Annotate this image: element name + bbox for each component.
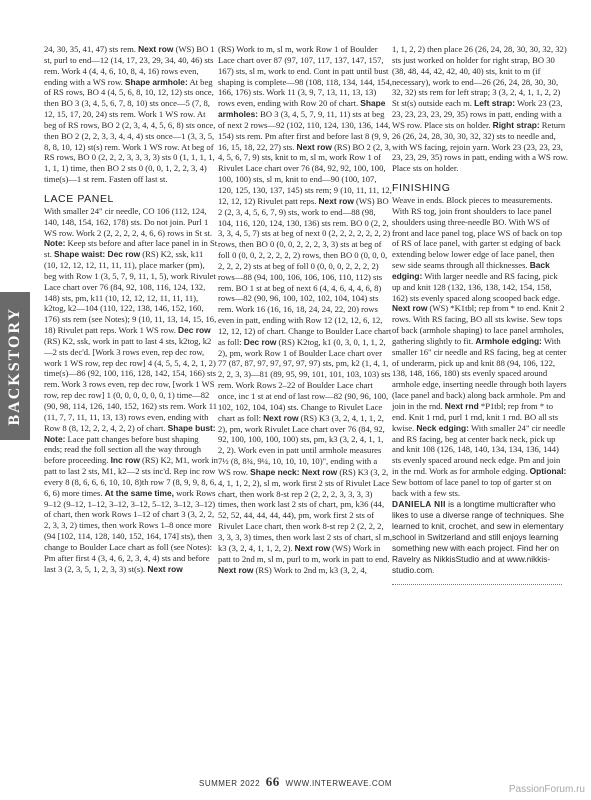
instruction-label: Neck edging: <box>416 422 469 433</box>
column-1 <box>44 44 218 575</box>
instruction-text: (RS) K3 (3, 2, 4, 1, 1, 2, 2), sl m, work first 2 sts of Rivulet Lace chart, then work 8-st rep 2 (2, 2, 2, 3, 3, 3, 3) times, then work last 2 sts of chart, pm, k36 (44, 52, 52, 44, 44, 44, 44), pm, work first 2 sts of Rivulet Lace chart, then work 8-st rep 2 (2, 2, 2, 3, 3, 3, 3) times, then work last 2 sts of chart, sl m, k3 (3, 2, 4, 1, 1, 2, 2). <box>218 466 393 553</box>
instruction-text: Lace patt changes before bust shaping ends; read the foll section all the way through before proceeding. <box>44 433 202 466</box>
instruction-label: Inc row <box>110 455 140 466</box>
instruction-label: Left strap: <box>474 98 516 109</box>
instruction-text: is a longtime multicrafter who likes to use a diverse range of techniques. She learned to knit, crochet, and sew in elementary school in Switzerland and still enjoys learning something new with each project. Find her on Ravelry as NikkisStudio and at www.nikkis-studio.com. <box>392 498 565 575</box>
instruction-text: With smaller 16" cir needle and RS facing, beg at center of underarm, pick up and knit 88 (94, 106, 122, 138, 148, 166, 180) sts evenly spaced around armhole edge, inserting needle through both layers (lace panel and back) along back armhole. Pm and join in the rnd. <box>392 335 567 411</box>
page-footer <box>0 774 591 790</box>
bio-divider <box>392 584 562 585</box>
instruction-label: Right strap: <box>492 119 540 130</box>
instruction-text: 1, 1, 2, 2) then place 26 (26, 24, 28, 30, 30, 32, 32) sts just worked on holder for right strap, BO 30 (38, 48, 44, 42, 42, 40, 40) sts, knit to m (if necessary), work to end—26 (26, 24, 28, 30, 30, 32, 32) sts rem for left strap; 3 (3, 2, 4, 1, 1, 2, 2) St st(s) outside each m. <box>392 44 567 109</box>
instruction-label: DANIELA NII <box>392 498 446 509</box>
col3-paragraph-2 <box>392 195 568 499</box>
instruction-text: (RS) Work to 2nd m, k3 (3, 2, 4, <box>253 564 367 575</box>
col1-paragraph-2 <box>44 206 218 575</box>
instruction-label: Shape armhole: <box>124 76 188 87</box>
instruction-text: (WS) BO 1 st, purl to end—12 (14, 17, 23, 29, 34, 40, 46) sts rem. Work 4 (4, 4, 6, 10, 8, 4, 16) rows even, ending with a WS row. <box>44 44 215 87</box>
instruction-label: Next rnd <box>444 401 479 411</box>
footer-issue: SUMMER 2022 <box>198 779 261 788</box>
instruction-label: Armhole edging: <box>475 335 542 346</box>
instruction-text: (RS) K2, ssk, work in patt to last 4 sts, k2tog, k2—2 sts dec'd. [Work 3 rows even, rep dec row, work 1 WS row, rep dec row] 4 (4, 5, 5, 4, 2, 1, 2) time(s)—86 (92, 100, 116, 128, 142, 154, 166) sts rem. Work 3 rows even, rep dec row, [work 1 WS row, rep dec row] 1 (0, 0, 0, 0, 0, 0, 1) time—82 (90, 98, 114, 126, 140, 152, 162) sts rem. Work 11 (11, 7, 7, 11, 11, 13, 13) rows even, ending with Row 8 (8, 12, 2, 2, 4, 2, 2) of chart. <box>44 335 218 433</box>
instruction-text: (WS) *K1tbl; rep from * to end. Knit 2 rows. With RS facing, BO all sts kwise. Sew tops of back (armhole shaping) to lace panel armholes, gathering slightly to fit. <box>392 303 565 346</box>
column-2 <box>218 44 392 575</box>
instruction-text: work Rows 9–12 (9–12, 1–12, 3–12, 3–12, 5–12, 3–12, 3–12) of chart, then work Rows 1–12 of chart 3 (3, 2, 2, 2, 3, 3, 2) times, then work Rows 1–8 once more (94 [102, 114, 128, 140, 152, 164, 174] sts), then change to Boulder Lace chart as foll (see Notes): Pm after first 4 (3, 4, 6, 2, 3, 4, 4) sts and before last 3 (2, 3, 5, 1, 2, 3, 3) st(s). <box>44 487 216 574</box>
instruction-text: BO 3 (3, 4, 5, 7, 9, 11, 11) sts at beg of next 2 rows—92 (102, 110, 124, 130, 136, 144, 154) sts rem. Pm after first and before last 8 (9, 9, 16, 15, 18, 22, 27) sts. <box>218 109 391 152</box>
instruction-label: Next row <box>147 563 183 574</box>
instruction-text: Sew bottom of lace panel to top of garter st on back with a few sts. <box>392 476 552 498</box>
instruction-label: Next row <box>263 412 299 423</box>
instruction-text: With smaller 24" cir needle, CO 106 (112, 124, 140, 148, 154, 162, 178) sts. Do not join. Purl 1 WS row. Work 2 (2, 2, 2, 2, 4, 6, 6) rows in St st. <box>44 205 213 238</box>
instruction-label: Shape waist: Dec row <box>54 249 141 260</box>
footer-site: WWW.INTERWEAVE.COM <box>285 779 393 788</box>
instruction-label: Back edging: <box>392 260 550 281</box>
instruction-text: (RS) Work to m, sl m, work Row 1 of Boulder Lace chart over 87 (97, 107, 117, 137, 147, 157, 167) sts, sl m, work to end. Cont in patt until bust shaping is complete—98 (108, 118, 134, 144, 154, 166, 176) sts. Work 11 (3, 9, 7, 13, 11, 13, 13) rows even, ending with Row 20 of chart. <box>218 44 392 109</box>
instruction-text: (RS) K3 (3, 2, 4, 1, 1, 2, 2), pm, work Rivulet Lace chart over 76 (84, 92, 92, 100, 100, 100, 100) sts, pm, k3 (3, 2, 4, 1, 1, 2, 2). Work even in patt until armhole measures 7½ (8, 8¾, 9¼, 10, 10, 10, 10)", ending with a WS row. <box>218 412 385 477</box>
instruction-label: Dec row <box>178 325 211 336</box>
instruction-label: Dec row <box>243 336 277 347</box>
instruction-text: *P1tbl; rep from * to end. Knit 1 rnd, purl 1 rnd, knit 1 rnd. BO all sts kwise. <box>392 401 559 433</box>
finishing-heading: FINISHING <box>392 182 451 195</box>
column-3 <box>392 44 568 585</box>
instruction-text: At beg of RS rows, BO 4 (4, 5, 6, 8, 10, 12, 12) sts once, then BO 3 (3, 4, 5, 6, 7, 8, 10) sts once—5 (7, 8, 12, 15, 17, 20, 24) sts rem. Work 1 WS row. At beg of RS rows, BO 2 (2, 3, 4, 4, 5, 6, 8) sts once, then BO 2 (2, 2, 3, 3, 4, 4, 4) sts once—1 (3, 3, 5, 8, 8, 10, 12) st(s) rem. Work 1 WS row. At beg of RS rows, BO 0 (2, 2, 2, 3, 3, 3, 3) sts 0 (1, 1, 1, 1, 1, 1, 1) time, then BO 2 sts 0 (0, 0, 1, 2, 2, 3, 4) time(s)—1 st rem. Fasten off last st. <box>44 76 216 185</box>
instruction-text: With smaller 24" cir needle and RS facing, beg at center back neck, pick up and knit 108 (126, 148, 140, 134, 134, 136, 144) sts evenly spaced around neck edge. Pm and join in the rnd. Work as for armhole edging. <box>392 422 566 477</box>
instruction-label: Next row <box>294 542 330 553</box>
instruction-text: (WS) BO 2 (2, 3, 4, 5, 6, 7, 9) sts, work to end—88 (98, 104, 116, 120, 124, 130, 136) sts rem. BO 0 (2, 2, 3, 3, 4, 5, 7) sts at beg of next 0 (2, 2, 2, 2, 2, 2, 2) rows, then BO 0 (0, 0, 2, 2, 2, 3, 3) sts at beg of foll 0 (0, 0, 2, 2, 2, 2, 2) rows, then BO 0 (0, 0, 0, 2, 2, 2, 2) sts at beg of foll 0 (0, 0, 0, 2, 2, 2, 2) rows—88 (94, 100, 106, 106, 106, 110, 112) sts rem. BO 1 st at beg of next 6 (4, 4, 6, 4, 4, 6, 8) rows—82 (90, 96, 100, 102, 102, 104, 104) sts rem. Work 16 (16, 16, 18, 24, 24, 22, 20) rows even in patt, ending with Row 12 (12, 12, 6, 12, 12, 12, 12) of chart. Change to Boulder Lace chart as foll: <box>218 195 392 347</box>
instruction-label: Shape armholes: <box>218 98 386 120</box>
instruction-label: Next row <box>392 303 428 314</box>
section-tab-label: BACKSTORY <box>6 306 23 426</box>
instruction-label: Optional: <box>529 466 567 477</box>
col2-paragraph-1 <box>218 44 392 575</box>
instruction-label: Shape neck: Next row <box>250 466 338 477</box>
instruction-label: Next row <box>218 564 254 575</box>
instruction-text: Weave in ends. Block pieces to measurements. With RS tog, join front shoulders to lace panel shoulders using three-needle BO. With WS of front and lace panel tog, place WS of back on top of RS of lace panel, with garter st edging of back extending below lower edge of lace panel, then sew side seams through all thicknesses. <box>392 194 562 271</box>
page-number: 66 <box>265 774 280 789</box>
instruction-label: Next row <box>318 195 354 206</box>
instruction-label: Next row <box>296 141 332 152</box>
instruction-label: At the same time, <box>104 487 174 498</box>
instruction-text: With larger needle and RS facing, pick up and knit 128 (132, 136, 138, 142, 154, 158, 162) sts evenly spaced along scooped back edge. <box>392 270 561 303</box>
instruction-text: (RS) K2tog, k1 (0, 3, 0, 1, 1, 2, 2), pm, work Row 1 of Boulder Lace chart over 77 (87, 87, 97, 97, 97, 97, 97) sts, pm, k2 (1, 4, 1, 2, 2, 3, 3)—81 (89, 95, 99, 101, 101, 103, 103) sts rem. Work Rows 2–22 of Boulder Lace chart once, inc 1 st at end of last row—82 (90, 96, 100, 102, 102, 104, 104) sts. Change to Rivulet Lace chart as foll: <box>218 336 391 423</box>
instruction-text: Return 26 (26, 24, 28, 30, 30, 32, 32) sts to needle and, with WS facing, rejoin yarn. Work 23 (23, 23, 23, 23, 23, 29, 35) rows in patt, ending with a WS row. Place sts on holder. <box>392 119 568 174</box>
instruction-text: (WS) Work in patt to 2nd m, sl m, purl to m, work in patt to end. <box>218 542 390 564</box>
col1-paragraph-1 <box>44 44 218 185</box>
instruction-text: 24, 30, 35, 41, 47) sts rem. <box>44 44 139 54</box>
instruction-text: (RS) K2, ssk, k11 (10, 12, 12, 12, 11, 11, 11), place marker (pm), beg with Row 1 (3, 5, 7, 9, 11, 1, 5), work Rivulet Lace chart over 76 (84, 92, 108, 116, 124, 132, 148) sts, pm, k11 (10, 12, 12, 12, 11, 11, 11), k2tog, k2—104 (110, 122, 138, 146, 152, 160, 176) sts rem (see Notes); 9 (10, 11, 13, 14, 15, 16, 18) Rivulet patt reps. Work 1 WS row. <box>44 249 217 336</box>
instruction-text: Keep sts before and after lace panel in in St st. <box>44 238 218 260</box>
col3-paragraph-1 <box>392 44 568 174</box>
instruction-text: (RS) BO 2 (2, 3, 4, 5, 6, 7, 9) sts, knit to m, sl m, work Row 1 of Rivulet Lace chart over 76 (84, 92, 92, 100, 100, 100, 100) sts, sl m, knit to end—90 (100, 107, 120, 125, 130, 137, 145) sts rem; 9 (10, 11, 11, 12, 12, 12, 12) Rivulet patt reps. <box>218 141 392 206</box>
instruction-text: Work 23 (23, 23, 23, 23, 23, 29, 35) rows in patt, ending with a WS row. Place sts on holder. <box>392 98 563 130</box>
instruction-label: Note: <box>44 238 66 249</box>
watermark: PassionForum.ru <box>508 784 585 795</box>
instruction-label: Shape bust: Note: <box>44 422 216 444</box>
instruction-label: Next row <box>138 44 174 54</box>
designer-bio <box>392 499 568 576</box>
lace-panel-heading: LACE PANEL <box>44 192 114 205</box>
instruction-text: (RS) K2, M1, work in patt to last 2 sts, M1, k2—2 sts inc'd. Rep inc row every 8 (8, 6, 6, 6, 10, 10, 8)th row 7 (8, 9, 9, 8, 6, 6, 6) more times. <box>44 455 218 498</box>
